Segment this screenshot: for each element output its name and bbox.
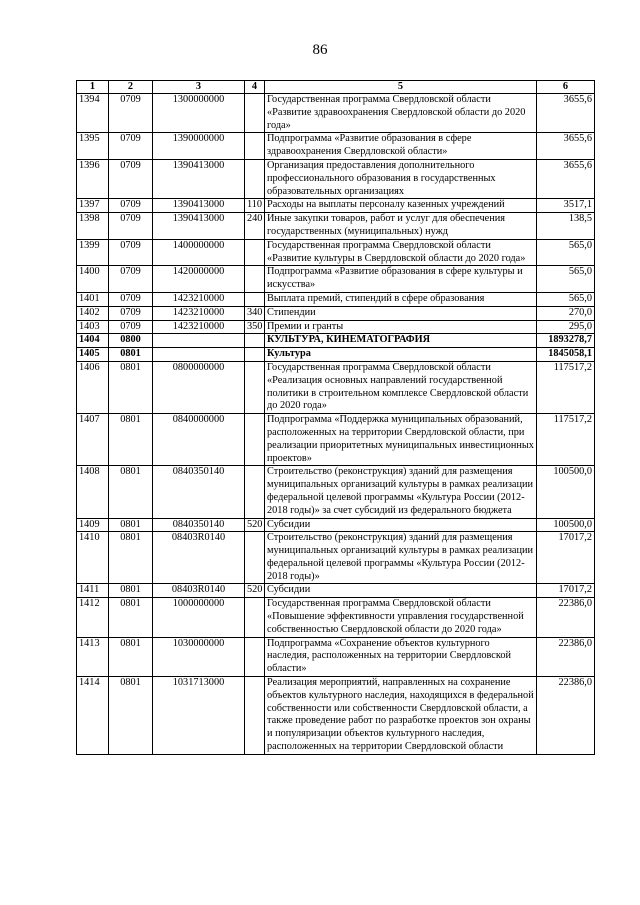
table-row [77,320,595,334]
table-row [77,199,595,213]
target-article-code: 0840350140 [153,466,245,518]
expense-type-code [245,677,265,755]
amount: 3655,6 [537,133,595,160]
section-code: 0709 [109,133,153,160]
table-header-row [77,81,595,94]
table-row [77,266,595,293]
row-number: 1407 [77,414,109,466]
item-name: Подпрограмма «Развитие образования в сфере культуры и искусства» [265,266,537,293]
section-code: 0801 [109,361,153,413]
table-row [77,213,595,240]
row-number: 1412 [77,598,109,637]
target-article-code: 1423210000 [153,306,245,320]
table-row [77,637,595,676]
item-name: Субсидии [265,584,537,598]
amount: 295,0 [537,320,595,334]
table-row [77,518,595,532]
expense-type-code [245,334,265,348]
table-row [77,598,595,637]
section-code: 0801 [109,598,153,637]
header-col-2: 2 [109,81,153,94]
row-number: 1397 [77,199,109,213]
target-article-code: 1400000000 [153,239,245,266]
target-article-code: 1423210000 [153,292,245,306]
table-row [77,239,595,266]
row-number: 1399 [77,239,109,266]
amount: 565,0 [537,292,595,306]
target-article-code: 0800000000 [153,361,245,413]
target-article-code: 08403R0140 [153,584,245,598]
row-number: 1406 [77,361,109,413]
expense-type-code [245,292,265,306]
target-article-code: 0840000000 [153,414,245,466]
amount: 22386,0 [537,598,595,637]
row-number: 1411 [77,584,109,598]
section-code: 0709 [109,94,153,133]
expense-type-code [245,361,265,413]
expense-type-code [245,466,265,518]
row-number: 1408 [77,466,109,518]
item-name: Стипендии [265,306,537,320]
row-number: 1396 [77,159,109,198]
section-code: 0801 [109,518,153,532]
amount: 117517,2 [537,361,595,413]
target-article-code: 1390413000 [153,159,245,198]
section-code: 0801 [109,637,153,676]
table-row [77,677,595,755]
expense-type-code: 520 [245,518,265,532]
budget-table [76,80,595,755]
amount: 138,5 [537,213,595,240]
section-code: 0709 [109,306,153,320]
target-article-code: 1300000000 [153,94,245,133]
amount: 100500,0 [537,466,595,518]
section-code: 0709 [109,213,153,240]
row-number: 1402 [77,306,109,320]
amount: 3655,6 [537,94,595,133]
table-row [77,334,595,348]
table-row [77,466,595,518]
target-article-code: 1420000000 [153,266,245,293]
section-code: 0709 [109,266,153,293]
section-code: 0801 [109,414,153,466]
section-code: 0709 [109,199,153,213]
item-name: Премии и гранты [265,320,537,334]
header-col-5: 5 [265,81,537,94]
section-code: 0800 [109,334,153,348]
expense-type-code [245,637,265,676]
section-code: 0801 [109,677,153,755]
table-row [77,133,595,160]
section-code: 0709 [109,239,153,266]
expense-type-code [245,133,265,160]
expense-type-code: 520 [245,584,265,598]
row-number: 1403 [77,320,109,334]
table-row [77,361,595,413]
amount: 565,0 [537,239,595,266]
expense-type-code [245,159,265,198]
target-article-code: 08403R0140 [153,532,245,584]
expense-type-code: 110 [245,199,265,213]
row-number: 1395 [77,133,109,160]
item-name: Государственная программа Свердловской области «Реализация основных направлений государственной политики в строительном комплексе Свердловской области до 2020 года» [265,361,537,413]
amount: 17017,2 [537,584,595,598]
target-article-code: 1390413000 [153,199,245,213]
header-col-1: 1 [77,81,109,94]
amount: 3517,1 [537,199,595,213]
item-name: Реализация мероприятий, направленных на сохранение объектов культурного наследия, находящихся в федеральной собственности или собственности Свердловской области, а также проведение работ по разработке проектов зон охраны и популяризации объектов культурного наследия, расположенных на территории Свердловской области [265,677,537,755]
item-name: Строительство (реконструкция) зданий для размещения муниципальных организаций культуры в рамках реализации федеральной целевой программы «Культура России (2012-2018 годы)» за счет субсидий из федерального бюджета [265,466,537,518]
item-name: Расходы на выплаты персоналу казенных учреждений [265,199,537,213]
section-code: 0801 [109,466,153,518]
expense-type-code [245,532,265,584]
amount: 100500,0 [537,518,595,532]
section-code: 0801 [109,584,153,598]
expense-type-code [245,414,265,466]
amount: 17017,2 [537,532,595,584]
target-article-code [153,334,245,348]
expense-type-code: 340 [245,306,265,320]
section-code: 0801 [109,348,153,362]
table-body [77,94,595,755]
header-col-6: 6 [537,81,595,94]
item-name: Государственная программа Свердловской области «Развитие здравоохранения Свердловской области до 2020 года» [265,94,537,133]
item-name: Подпрограмма «Развитие образования в сфере здравоохранения Свердловской области» [265,133,537,160]
amount: 1845058,1 [537,348,595,362]
target-article-code: 1390413000 [153,213,245,240]
item-name: Государственная программа Свердловской области «Повышение эффективности управления государственной собственностью Свердловской области до 2020 года» [265,598,537,637]
target-article-code: 1000000000 [153,598,245,637]
expense-type-code [245,598,265,637]
item-name: Подпрограмма «Поддержка муниципальных образований, расположенных на территории Свердловской области, при реализации приоритетных муниципальных инвестиционных проектов» [265,414,537,466]
amount: 565,0 [537,266,595,293]
item-name: Выплата премий, стипендий в сфере образования [265,292,537,306]
item-name: Иные закупки товаров, работ и услуг для обеспечения государственных (муниципальных) нужд [265,213,537,240]
row-number: 1410 [77,532,109,584]
amount: 1893278,7 [537,334,595,348]
row-number: 1404 [77,334,109,348]
row-number: 1413 [77,637,109,676]
row-number: 1400 [77,266,109,293]
table-row [77,94,595,133]
table-row [77,414,595,466]
header-col-3: 3 [153,81,245,94]
expense-type-code [245,266,265,293]
section-code: 0801 [109,532,153,584]
amount: 3655,6 [537,159,595,198]
table-row [77,584,595,598]
row-number: 1401 [77,292,109,306]
target-article-code: 1390000000 [153,133,245,160]
expense-type-code [245,239,265,266]
row-number: 1398 [77,213,109,240]
item-name: Государственная программа Свердловской области «Развитие культуры в Свердловской области до 2020 года» [265,239,537,266]
item-name: Подпрограмма «Сохранение объектов культурного наследия, расположенных на территории Свердловской области» [265,637,537,676]
item-name: Культура [265,348,537,362]
row-number: 1409 [77,518,109,532]
expense-type-code: 240 [245,213,265,240]
amount: 117517,2 [537,414,595,466]
page-number: 86 [312,42,328,58]
amount: 22386,0 [537,637,595,676]
expense-type-code [245,94,265,133]
expense-type-code: 350 [245,320,265,334]
section-code: 0709 [109,320,153,334]
table-row [77,292,595,306]
target-article-code: 1030000000 [153,637,245,676]
table-row [77,532,595,584]
item-name: КУЛЬТУРА, КИНЕМАТОГРАФИЯ [265,334,537,348]
row-number: 1405 [77,348,109,362]
target-article-code: 0840350140 [153,518,245,532]
item-name: Строительство (реконструкция) зданий для размещения муниципальных организаций культуры в рамках реализации федеральной целевой программы «Культура России (2012-2018 годы)» [265,532,537,584]
item-name: Субсидии [265,518,537,532]
amount: 270,0 [537,306,595,320]
row-number: 1394 [77,94,109,133]
table-row [77,306,595,320]
item-name: Организация предоставления дополнительного профессионального образования в государственных образовательных организациях [265,159,537,198]
target-article-code [153,348,245,362]
section-code: 0709 [109,292,153,306]
section-code: 0709 [109,159,153,198]
table-row [77,348,595,362]
expense-type-code [245,348,265,362]
target-article-code: 1031713000 [153,677,245,755]
header-col-4: 4 [245,81,265,94]
target-article-code: 1423210000 [153,320,245,334]
table-row [77,159,595,198]
amount: 22386,0 [537,677,595,755]
row-number: 1414 [77,677,109,755]
